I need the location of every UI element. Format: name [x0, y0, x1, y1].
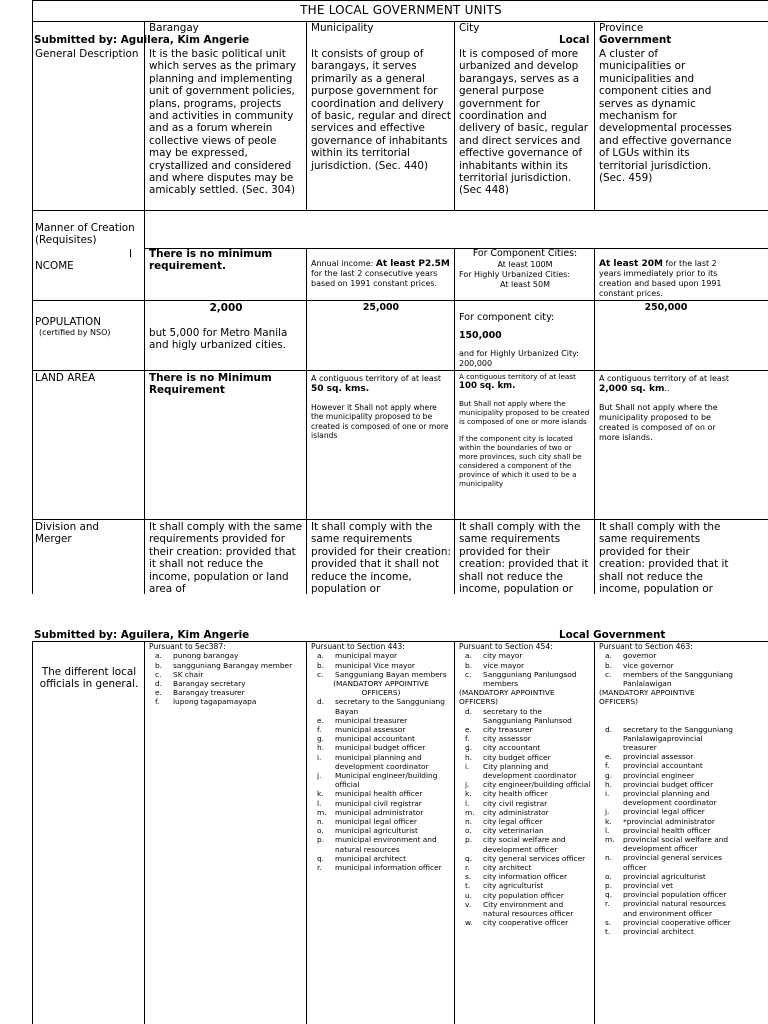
list-item-text: city cooperative officer	[483, 918, 569, 928]
column-divider	[454, 641, 455, 1024]
list-marker: m.	[605, 835, 615, 845]
list-item	[599, 918, 733, 927]
list-marker: p.	[465, 835, 473, 845]
officials-municipality-appointive-list	[311, 697, 451, 872]
table-title: THE LOCAL GOVERNMENT UNITS	[33, 0, 768, 22]
list-marker: f.	[605, 761, 610, 771]
list-item-text: municipal information officer	[335, 863, 442, 873]
list-marker: p.	[317, 835, 325, 845]
row-divider	[32, 210, 768, 211]
list-marker: n.	[605, 853, 613, 863]
list-item-text: provincial agriculturist	[623, 871, 706, 881]
list-item-text: *provincial administrator	[623, 816, 715, 826]
list-marker: d.	[605, 724, 613, 734]
list-marker: g.	[317, 734, 325, 744]
list-item-text: city architect	[483, 863, 532, 873]
list-marker: a.	[605, 651, 612, 661]
list-item	[311, 799, 451, 808]
list-item-text: city information officer	[483, 872, 568, 882]
list-marker: b.	[155, 660, 163, 670]
local-government-label: Local Government	[559, 629, 666, 641]
list-marker: h.	[605, 779, 613, 789]
list-item-text: provincial legal officer	[623, 807, 705, 817]
list-item-text: city treasurer	[483, 725, 533, 735]
population-province: 250,000	[644, 302, 688, 313]
list-item	[311, 789, 451, 798]
land-area-city-prefix: A contiguous territory of at least	[459, 372, 576, 381]
list-marker: r.	[317, 863, 322, 873]
list-item	[459, 826, 591, 835]
population-sub: (certified by NSO)	[39, 328, 111, 337]
land-area-province-suffix: ..	[664, 384, 670, 393]
list-item-text: provincial cooperative officer	[623, 917, 731, 927]
list-item	[311, 854, 451, 863]
list-item-text: City environment and natural resources officer	[483, 899, 574, 919]
list-item-text: municipal administrator	[335, 807, 424, 817]
list-item-text: Municipal engineer/building official	[335, 771, 438, 790]
column-divider	[306, 641, 307, 1024]
list-item	[459, 789, 591, 798]
land-area-city	[456, 372, 594, 488]
list-item-text: governor	[623, 651, 657, 661]
income-municipality-prefix: Annual income:	[311, 259, 376, 268]
list-marker: q.	[317, 853, 325, 863]
list-item-text: Sangguniang Bayan members	[335, 669, 447, 679]
header-city: City	[459, 22, 480, 34]
column-divider	[594, 22, 595, 210]
land-area-barangay: There is no Minimum Requirement	[149, 372, 272, 397]
population-barangay-note: but 5,000 for Metro Manila and higly urbanized cities.	[149, 327, 288, 352]
row-label-general-description: General Description	[35, 48, 139, 60]
list-item-text: provincial accountant	[623, 761, 703, 771]
officials-province-section: Pursuant to Section 463:	[599, 642, 693, 651]
list-item	[599, 872, 733, 881]
land-area-municipality-prefix: A contiguous territory of at least	[311, 374, 442, 383]
column-divider	[144, 641, 145, 1024]
list-marker: q.	[465, 853, 473, 863]
list-item	[599, 780, 733, 789]
list-marker: k.	[605, 816, 612, 826]
list-marker: a.	[317, 651, 324, 661]
list-item	[599, 817, 733, 826]
list-marker: w.	[465, 918, 473, 928]
list-marker: b.	[317, 660, 325, 670]
list-item-text: city assessor	[483, 734, 531, 744]
list-item	[459, 734, 591, 743]
officials-city-appointive-list	[459, 707, 591, 928]
officials-city-section: Pursuant to Section 454:	[459, 642, 553, 651]
list-item-text: lupong tagapamayapa	[173, 697, 257, 707]
list-marker: g.	[605, 770, 613, 780]
officials-municipality-mandatory: (MANDATORY APPOINTIVE OFFICERS)	[333, 679, 429, 698]
income-label-mark: I	[129, 248, 133, 260]
list-item-text: municipal legal officer	[335, 817, 417, 827]
division-province: It shall comply with the same requirements provided for their creation: provided that it shall not reduce the income, population or	[599, 521, 729, 594]
officials-barangay	[146, 642, 306, 707]
list-item	[599, 651, 733, 660]
land-area-province	[596, 374, 736, 443]
land-area-province-value: 2,000 sq. km	[599, 384, 665, 394]
list-item	[599, 899, 733, 917]
government-label: Government	[599, 34, 672, 46]
list-item	[459, 780, 591, 789]
list-item	[459, 900, 591, 918]
list-marker: a.	[465, 651, 472, 661]
list-item	[459, 661, 591, 670]
table-border	[32, 641, 33, 1024]
income-barangay: There is no minimum requirement.	[149, 248, 273, 273]
list-item-text: secretary to the Sangguniang Bayan	[335, 697, 445, 716]
row-label-income: NCOME	[35, 260, 74, 272]
income-province-amount: At least 20M	[599, 259, 663, 269]
list-item-text: city population officer	[483, 890, 564, 900]
officials-province-elective-list	[599, 651, 733, 688]
list-marker: d.	[465, 706, 473, 716]
list-marker: h.	[317, 743, 325, 753]
list-item-text: city engineer/building official	[483, 780, 591, 790]
income-city-component-amount: At least 100M	[497, 260, 553, 269]
list-item-text: municipal agriculturist	[335, 826, 418, 836]
list-item	[599, 670, 733, 688]
list-item	[311, 835, 451, 853]
list-item	[599, 725, 733, 753]
land-area-province-note: But Shall not apply where the municipality proposed to be created is composed of on or more islands.	[599, 403, 718, 442]
list-item-text: provincial architect	[623, 927, 694, 937]
officials-city	[456, 642, 594, 928]
list-item-text: provincial general services officer	[623, 853, 723, 872]
list-item	[459, 725, 591, 734]
list-item	[459, 651, 591, 660]
list-marker: m.	[317, 807, 327, 817]
list-item-text: city budget officer	[483, 752, 551, 762]
officials-province-mandatory: (MANDATORY APPOINTIVE OFFICERS)	[599, 688, 695, 707]
list-item-text: provincial health officer	[623, 825, 711, 835]
list-item	[459, 918, 591, 927]
general-description-municipality: It consists of group of barangays, it serves primarily as a general purpose government for coordination and delivery of basic, regular and direct services and effective governance of inhabitants within its territorial jurisdiction. (Sec. 440)	[311, 48, 451, 172]
land-area-city-boundary-note: If the component city is located within the boundaries of two or more provinces, such city shall be considered a component of the province of which it used to be a municipality	[459, 434, 582, 488]
population-city-component-label: For component city:	[459, 312, 555, 323]
list-item-text: City planning and development coordinator	[483, 761, 577, 781]
list-marker: k.	[465, 789, 472, 799]
list-marker: e.	[465, 725, 472, 735]
list-item-text: municipal health officer	[335, 789, 423, 799]
income-province-note: for the last 2 years immediately prior to its creation and based upon 1991 constant prices.	[599, 259, 722, 298]
list-item-text: municipal Vice mayor	[335, 660, 415, 670]
list-item-text: municipal treasurer	[335, 715, 408, 725]
list-marker: t.	[465, 881, 471, 891]
list-item	[311, 771, 451, 789]
row-label-population: POPULATION	[35, 316, 102, 328]
list-item	[599, 761, 733, 770]
list-item-text: municipal mayor	[335, 651, 398, 661]
list-marker: k.	[317, 789, 324, 799]
list-item-text: vice mayor	[483, 660, 525, 670]
row-label-manner-of-creation: Manner of Creation (Requisites)	[35, 222, 135, 247]
list-marker: v.	[465, 899, 472, 909]
list-item	[459, 835, 591, 853]
list-marker: r.	[605, 899, 610, 909]
list-marker: m.	[465, 807, 475, 817]
list-marker: l.	[465, 798, 470, 808]
list-item-text: provincial population officer	[623, 890, 727, 900]
land-area-city-note: But Shall not apply where the municipality proposed to be created is composed of one or more islands	[459, 399, 590, 426]
table-border	[32, 0, 33, 594]
list-item-text: members of the Sangguniang Panlalawigan	[623, 669, 733, 689]
list-item-text: municipal budget officer	[335, 743, 426, 753]
officials-municipality	[308, 642, 454, 872]
column-divider	[144, 22, 145, 594]
list-item	[149, 670, 303, 679]
column-divider	[306, 22, 307, 210]
list-marker: i.	[605, 789, 610, 799]
list-item-text: secretary to the Sangguniang Panlalawigaprovincial treasurer	[623, 724, 733, 753]
list-item-text: secretary to the Sangguniang Panlunsod	[483, 706, 572, 725]
column-divider	[594, 641, 595, 1024]
income-municipality-amount: At least P2.5M	[375, 259, 450, 269]
list-marker: g.	[465, 743, 473, 753]
list-marker: l.	[605, 825, 610, 835]
list-marker: d.	[317, 697, 325, 707]
list-item	[149, 661, 303, 670]
list-marker: j.	[605, 807, 610, 817]
officials-city-elective-list	[459, 651, 591, 688]
list-item-text: Barangay secretary	[173, 679, 246, 689]
list-item-text: city mayor	[483, 651, 523, 661]
list-marker: l.	[317, 798, 322, 808]
list-marker: b.	[465, 660, 473, 670]
list-item	[459, 881, 591, 890]
list-item-text: municipal civil registrar	[335, 798, 422, 808]
row-divider	[32, 300, 768, 301]
list-item	[599, 835, 733, 853]
list-item	[599, 890, 733, 899]
officials-barangay-section: Pursuant to Sec387:	[149, 642, 226, 651]
list-item-text: municipal architect	[335, 853, 406, 863]
row-label-land-area: LAND AREA	[35, 372, 96, 384]
submitted-by: Submitted by: Aguilera, Kim Angerie	[34, 34, 250, 46]
list-item	[311, 743, 451, 752]
list-item	[311, 670, 451, 679]
local-label: Local	[559, 34, 590, 46]
list-marker: j.	[465, 780, 470, 790]
list-item	[599, 881, 733, 890]
list-marker: u.	[465, 890, 473, 900]
population-city-component-value: 150,000	[459, 330, 502, 341]
header-barangay: Barangay	[149, 22, 199, 34]
list-item-text: provincial vet	[623, 881, 674, 891]
list-item-text: city social welfare and development officer	[483, 835, 566, 854]
list-item-text: Sangguniang Panlungsod members	[483, 669, 577, 689]
list-item	[599, 661, 733, 670]
list-item-text: city veterinarian	[483, 826, 544, 836]
list-item	[599, 826, 733, 835]
list-item	[149, 651, 303, 660]
list-item-text: municipal environment and natural resources	[335, 835, 437, 854]
list-marker: o.	[605, 871, 612, 881]
list-item-text: provincial budget officer	[623, 779, 714, 789]
division-municipality: It shall comply with the same requirements provided for their creation: provided that it shall not reduce the income, population or	[311, 521, 451, 594]
list-item-text: punong barangay	[173, 651, 239, 661]
list-marker: i.	[465, 761, 470, 771]
list-marker: n.	[465, 817, 473, 827]
list-item	[311, 753, 451, 771]
list-item-text: city legal officer	[483, 817, 543, 827]
general-description-province: A cluster of municipalities or municipalities and component cities and serves as dynamic mechanism for developmental processes and effective governance of LGUs within its territorial jurisdiction. (Sec. 459)	[599, 48, 732, 185]
list-item-text: provincial planning and development coordinator	[623, 789, 717, 808]
list-marker: f.	[155, 697, 160, 707]
list-item	[459, 872, 591, 881]
row-divider	[32, 370, 768, 371]
list-item	[459, 762, 591, 780]
officials-barangay-list	[149, 651, 303, 706]
income-municipality	[308, 259, 454, 289]
list-item	[599, 807, 733, 816]
income-city-huc-amount: At least 50M	[500, 280, 550, 289]
list-item	[311, 863, 451, 872]
list-item	[149, 679, 303, 688]
list-item	[311, 817, 451, 826]
list-item-text: provincial social welfare and development officer	[623, 835, 729, 854]
list-item	[311, 808, 451, 817]
list-item	[599, 853, 733, 871]
officials-province	[596, 642, 736, 936]
general-description-barangay: It is the basic political unit which serves as the primary planning and implementing unit of government policies, plans, programs, projects and activities in community and as a forum wherein collective views of peole may be expressed, crystallized and considered and where disputes may be amicably settled. (Sec. 304)	[149, 48, 297, 197]
land-area-city-value: 100 sq. km.	[459, 381, 516, 391]
list-marker: c.	[605, 669, 612, 679]
list-item-text: city general services officer	[483, 853, 586, 863]
list-item-text: provincial assessor	[623, 752, 694, 762]
population-municipality: 25,000	[362, 302, 400, 313]
list-item-text: city administrator	[483, 807, 549, 817]
list-item-text: provincial natural resources and environment officer	[623, 899, 726, 918]
income-city-huc-label: For Highly Urbanized Cities:	[459, 270, 571, 279]
submitted-by-page2: Submitted by: Aguilera, Kim Angerie	[34, 629, 250, 641]
list-item	[311, 734, 451, 743]
list-marker: q.	[605, 890, 613, 900]
row-divider	[32, 519, 768, 520]
list-marker: e.	[317, 715, 324, 725]
list-marker: h.	[465, 752, 473, 762]
land-area-municipality-note: However it Shall not apply where the municipality proposed to be created is composed of one or more islands	[311, 403, 449, 441]
list-item-text: municipal assessor	[335, 725, 406, 735]
list-item	[459, 817, 591, 826]
list-item-text: Barangay treasurer	[173, 688, 245, 698]
list-item	[459, 753, 591, 762]
list-item	[459, 707, 591, 725]
division-barangay: It shall comply with the same requirements provided for their creation: provided that it shall not reduce the income, population or land area of	[149, 521, 303, 594]
list-item	[311, 661, 451, 670]
list-marker: o.	[317, 826, 324, 836]
land-area-municipality	[308, 374, 454, 441]
list-item	[311, 651, 451, 660]
list-item-text: municipal planning and development coordinator	[335, 752, 429, 771]
list-item-text: SK chair	[173, 669, 204, 679]
list-marker: b.	[605, 660, 613, 670]
list-marker: j.	[317, 771, 322, 781]
list-marker: f.	[317, 725, 322, 735]
list-marker: f.	[465, 734, 470, 744]
list-item-text: vice governor	[623, 660, 674, 670]
list-marker: o.	[465, 826, 472, 836]
list-item	[459, 854, 591, 863]
list-marker: c.	[155, 669, 162, 679]
officials-municipality-section: Pursuant to Section 443:	[311, 642, 405, 651]
list-item	[149, 688, 303, 697]
list-item	[599, 789, 733, 807]
list-item	[599, 771, 733, 780]
list-item	[149, 697, 303, 706]
list-item	[459, 799, 591, 808]
list-marker: t.	[605, 927, 611, 937]
general-description-city: It is composed of more urbanized and develop barangays, serves as a general purpose government for coordination and delivery of basic, regular and direct services and effective governance of inhabitants within its territorial jurisdiction. (Sec 448)	[459, 48, 589, 197]
officials-province-appointive-list	[599, 725, 733, 937]
list-item	[311, 697, 451, 715]
list-item	[311, 716, 451, 725]
list-marker: c.	[465, 669, 472, 679]
list-item-text: city health officer	[483, 789, 548, 799]
officials-city-mandatory: (MANDATORY APPOINTIVE OFFICERS)	[459, 688, 555, 707]
list-item	[459, 891, 591, 900]
land-area-province-prefix: A contiguous territory of at least	[599, 374, 730, 383]
list-item	[459, 863, 591, 872]
list-item	[311, 826, 451, 835]
list-marker: s.	[605, 917, 612, 927]
list-marker: n.	[317, 817, 325, 827]
list-item-text: city civil registrar	[483, 798, 548, 808]
list-item-text: city accountant	[483, 743, 541, 753]
list-marker: s.	[465, 872, 472, 882]
header-province: Province	[599, 22, 644, 34]
division-city: It shall comply with the same requirements provided for their creation: provided that it shall not reduce the income, population or	[459, 521, 589, 594]
list-item-text: provincial engineer	[623, 770, 695, 780]
list-marker: e.	[605, 752, 612, 762]
list-marker: a.	[155, 651, 162, 661]
list-item-text: city agriculturist	[483, 881, 544, 891]
income-province	[596, 259, 736, 299]
list-marker: d.	[155, 679, 163, 689]
income-municipality-note: for the last 2 consecutive years based on 1991 constant prices.	[311, 269, 438, 288]
income-city-component-label: For Component Cities:	[472, 248, 578, 259]
officials-municipality-elective-list	[311, 651, 451, 679]
header-municipality: Municipality	[311, 22, 374, 34]
list-marker: c.	[317, 669, 324, 679]
list-marker: p.	[605, 881, 613, 891]
list-item-text: sangguniang Barangay member	[173, 660, 293, 670]
list-item	[599, 752, 733, 761]
list-marker: r.	[465, 863, 470, 873]
list-marker: i.	[317, 752, 322, 762]
column-divider	[454, 22, 455, 210]
population-city-huc: and for Highly Urbanized City: 200,000	[459, 349, 579, 368]
list-item	[311, 725, 451, 734]
row-label-local-officials: The different local officials in general.	[39, 666, 139, 691]
list-item-text: municipal accountant	[335, 734, 415, 744]
list-item	[459, 808, 591, 817]
list-item	[459, 670, 591, 688]
land-area-municipality-value: 50 sq. kms.	[311, 384, 370, 394]
row-label-division-merger: Division and Merger	[35, 521, 100, 546]
list-item	[459, 743, 591, 752]
list-marker: e.	[155, 688, 162, 698]
income-city	[456, 248, 594, 290]
population-barangay-value: 2,000	[209, 302, 243, 314]
list-item	[599, 927, 733, 936]
